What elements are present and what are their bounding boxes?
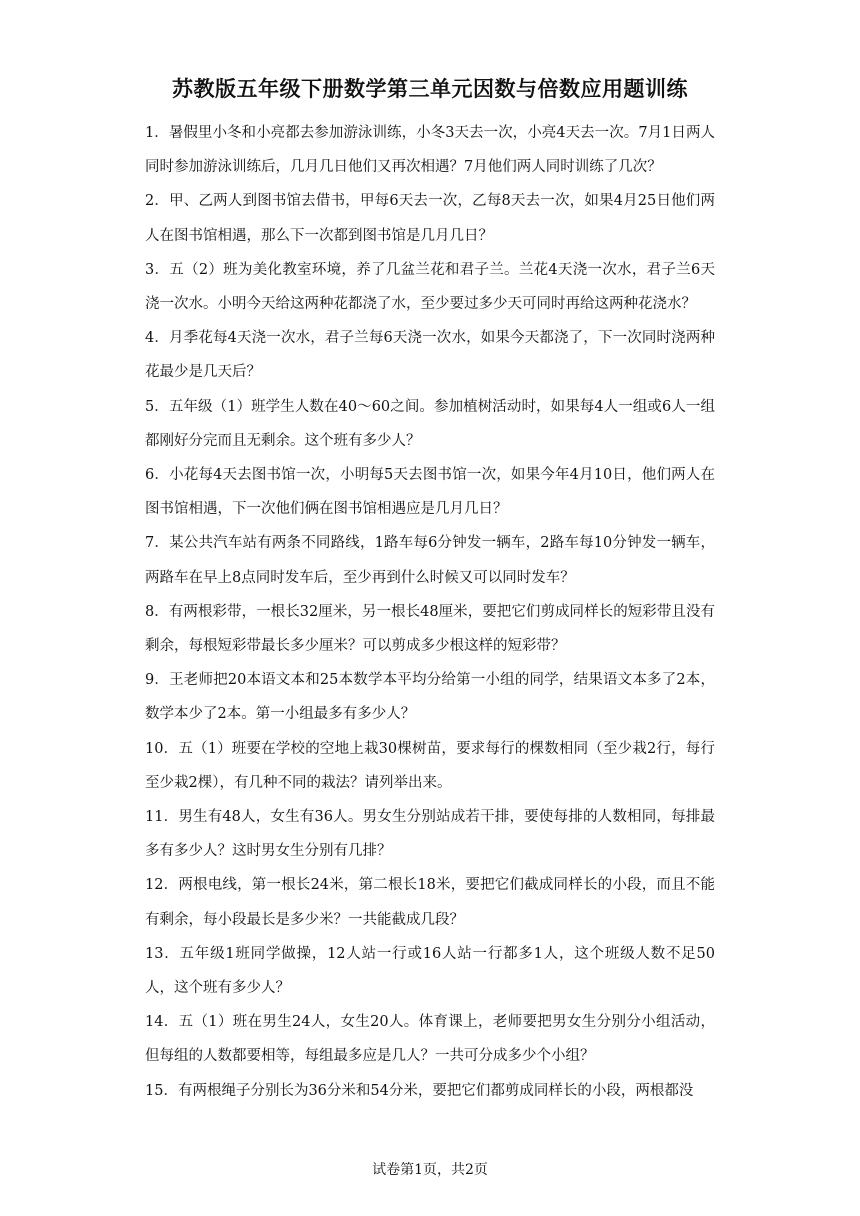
page-footer: 试卷第1页，共2页: [372, 1162, 488, 1178]
question-14: 14．五（1）班在男生24人，女生20人。体育课上，老师要把男女生分别分小组活动，但每组的人数都要相等，每组最多应是几人？一共可分成多少个小组？: [145, 1014, 715, 1065]
question-10: 10．五（1）班要在学校的空地上栽30棵树苗，要求每行的棵数相同（至少栽2行，每行至少栽2棵），有几种不同的栽法？请列举出来。: [145, 740, 715, 791]
question-12: 12．两根电线，第一根长24米，第二根长18米，要把它们截成同样长的小段，而且不能有剩余，每小段最长是多少米？一共能截成几段？: [145, 877, 715, 928]
document-title: 苏教版五年级下册数学第三单元因数与倍数应用题训练: [172, 76, 688, 101]
question-15: 15．有两根绳子分别长为36分米和54分米，要把它们都剪成同样长的小段，两根都没: [145, 1082, 694, 1099]
question-list: [145, 116, 715, 1108]
question-13: 13．五年级1班同学做操，12人站一行或16人站一行都多1人，这个班级人数不足50人，这个班有多少人？: [145, 945, 715, 997]
question-7: 7．某公共汽车站有两条不同路线，1路车每6分钟发一辆车，2路车每10分钟发一辆车，两路车在早上8点同时发车后，至少再到什么时候又可以同时发车？: [145, 535, 715, 586]
question-5: 5．五年级（1）班学生人数在40～60之间。参加植树活动时，如果每4人一组或6人一组都刚好分完而且无剩余。这个班有多少人？: [145, 398, 715, 449]
question-3: 3．五（2）班为美化教室环境，养了几盆兰花和君子兰。兰花4天浇一次水，君子兰6天浇一次水。小明今天给这两种花都浇了水，至少要过多少天可同时再给这两种花浇水？: [145, 261, 715, 313]
question-8: 8．有两根彩带，一根长32厘米，另一根长48厘米，要把它们剪成同样长的短彩带且没有剩余，每根短彩带最长多少厘米？可以剪成多少根这样的短彩带？: [145, 603, 715, 655]
question-6: 6．小花每4天去图书馆一次，小明每5天去图书馆一次，如果今年4月10日，他们两人在图书馆相遇，下一次他们俩在图书馆相遇应是几月几日？: [145, 467, 715, 518]
question-9: 9．王老师把20本语文本和25本数学本平均分给第一小组的同学，结果语文本多了2本，数学本少了2本。第一小组最多有多少人？: [145, 672, 715, 723]
question-1: 1．暑假里小冬和小亮都去参加游泳训练，小冬3天去一次，小亮4天去一次。7月1日两人同时参加游泳训练后，几月几日他们又再次相遇？7月他们两人同时训练了几次？: [145, 125, 715, 176]
question-2: 2．甲、乙两人到图书馆去借书，甲每6天去一次，乙每8天去一次，如果4月25日他们两人在图书馆相遇，那么下一次都到图书馆是几月几日？: [145, 193, 715, 244]
question-11: 11．男生有48人，女生有36人。男女生分别站成若干排，要使每排的人数相同，每排最多有多少人？这时男女生分别有几排？: [145, 809, 715, 860]
question-4: 4．月季花每4天浇一次水，君子兰每6天浇一次水，如果今天都浇了，下一次同时浇两种花最少是几天后？: [145, 330, 715, 381]
